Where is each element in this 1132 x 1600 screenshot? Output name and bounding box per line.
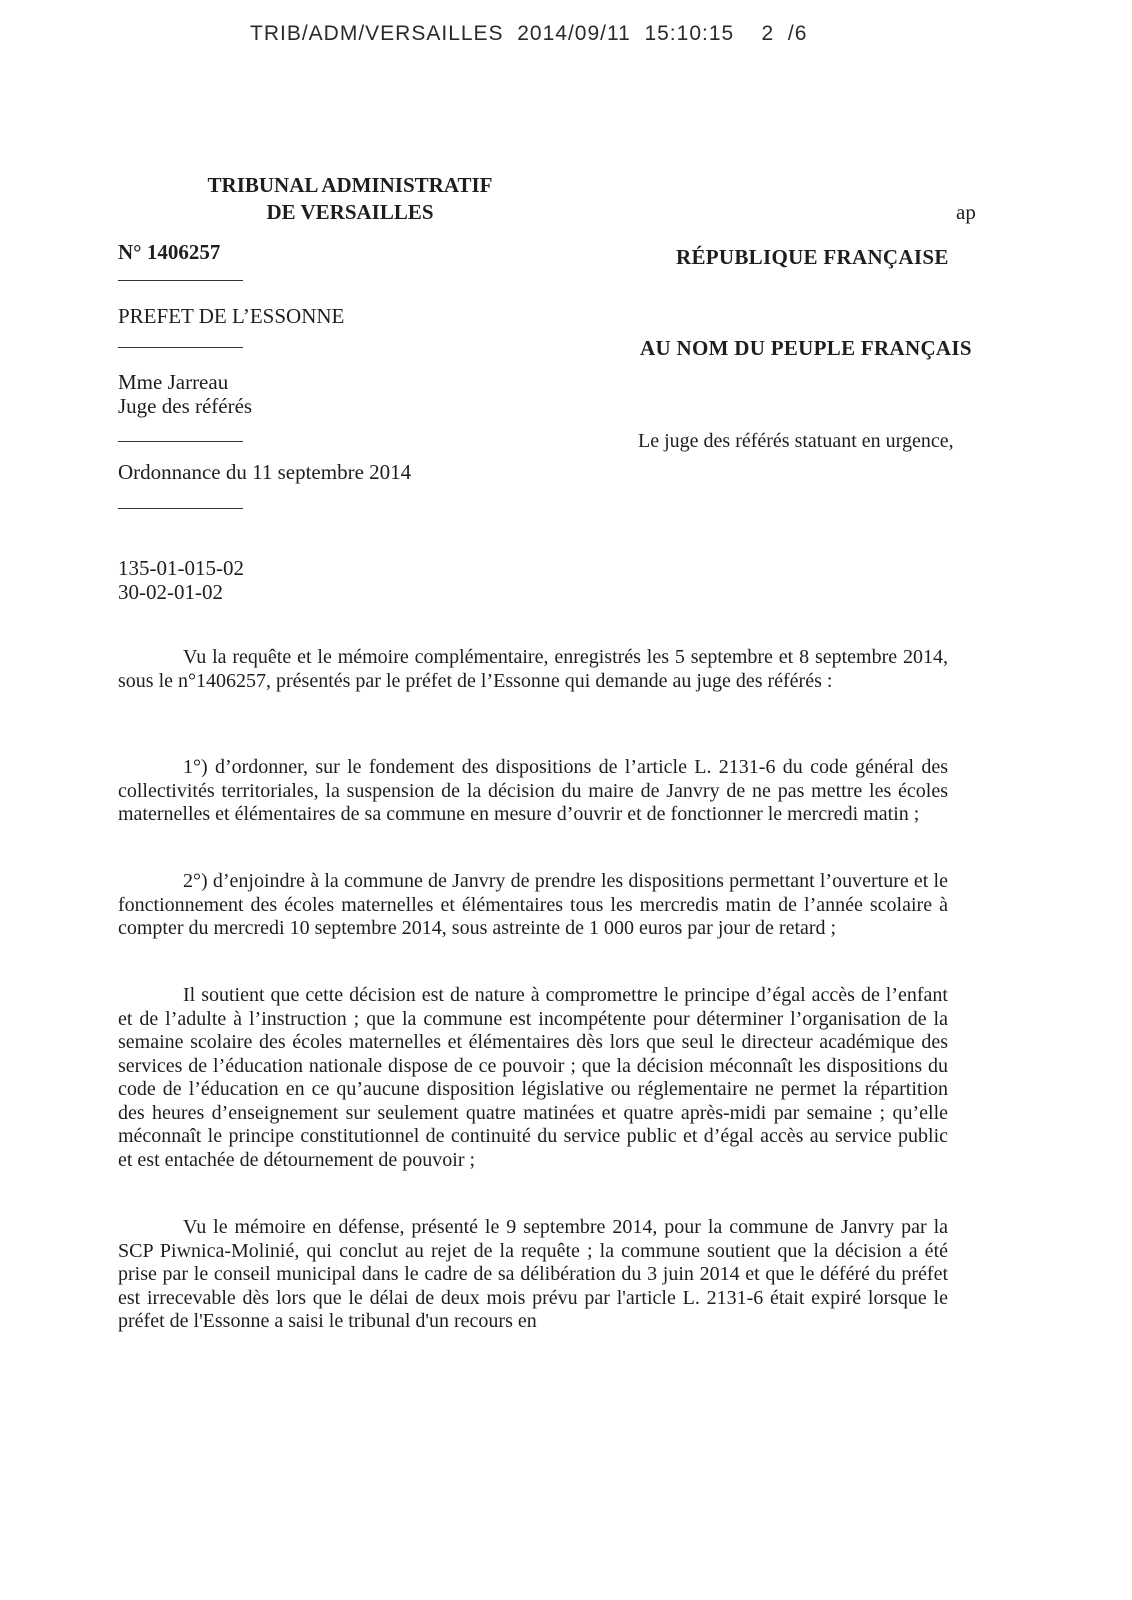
clerk-initials: ap (956, 200, 976, 224)
classification-codes (118, 556, 244, 604)
paragraph-arguments (118, 984, 948, 1172)
separator-rule (118, 280, 243, 281)
paragraph-defense (118, 1216, 948, 1334)
court-name (175, 172, 525, 226)
judge-name: Mme Jarreau (118, 370, 229, 394)
separator-rule (118, 441, 243, 442)
paragraph-text: 1°) d’ordonner, sur le fondement des dispositions de l’article L. 2131-6 du code général des collectivités territoriales, la suspension de la décision du maire de Janvry de ne pas mettre les écoles maternelles et élémentaires de sa commune en mesure d’ouvrir et de fonctionner le mercredi matin ; (118, 756, 948, 825)
paragraph-text: Vu la requête et le mémoire complémentaire, enregistrés les 5 septembre et 8 septembre 2014, sous le n°1406257, présentés par le préfet de l’Essonne qui demande au juge des référés : (118, 646, 948, 692)
separator-rule (118, 347, 243, 348)
order-date: Ordonnance du 11 septembre 2014 (118, 460, 412, 484)
court-name-line2: DE VERSAILLES (266, 200, 434, 224)
paragraph-conclusion-2 (118, 870, 948, 941)
classification-code: 135-01-015-02 (118, 556, 244, 580)
paragraph-request (118, 646, 948, 693)
separator-rule (118, 508, 243, 509)
court-name-line1: TRIBUNAL ADMINISTRATIF (207, 173, 493, 197)
paragraph-text: 2°) d’enjoindre à la commune de Janvry de prendre les dispositions permettant l’ouverture et le fonctionnement des écoles maternelles et élémentaires tous les mercredis matin de l’année scolaire à compter du mercredi 10 septembre 2014, sous astreinte de 1 000 euros par jour de retard ; (118, 870, 948, 939)
republic-heading: RÉPUBLIQUE FRANÇAISE (676, 245, 949, 269)
judge-block (118, 370, 252, 418)
party-name: PREFET DE L’ESSONNE (118, 304, 345, 328)
judge-statement: Le juge des référés statuant en urgence, (638, 430, 954, 452)
paragraph-conclusion-1 (118, 756, 948, 827)
fax-header: TRIB/ADM/VERSAILLES 2014/09/11 15:10:15 2 /6 (250, 22, 808, 45)
judge-role: Juge des référés (118, 394, 253, 418)
classification-code: 30-02-01-02 (118, 580, 223, 604)
case-number: N° 1406257 (118, 240, 221, 264)
paragraph-text: Il soutient que cette décision est de nature à compromettre le principe d’égal accès de l’enfant et de l’adulte à l’instruction ; que la commune est incompétente pour déterminer l’organisation de la semaine scolaire des écoles maternelles et élémentaires dès lors que seul le directeur académique des services de l’éducation nationale dispose de ce pouvoir ; que la décision méconnaît les dispositions du code de l’éducation en ce qu’aucune disposition législative ou réglementaire ne permet la répartition des heures d’enseignement sur seulement quatre matinées et quatre après-midi par semaine ; qu’elle méconnaît le principe constitutionnel de continuité du service public et d’égal accès au service public et est entachée de détournement de pouvoir ; (118, 984, 948, 1171)
people-heading: AU NOM DU PEUPLE FRANÇAIS (640, 336, 972, 360)
paragraph-text: Vu le mémoire en défense, présenté le 9 septembre 2014, pour la commune de Janvry par la SCP Piwnica-Molinié, qui conclut au rejet de la requête ; la commune soutient que la décision a été prise par le conseil municipal dans le cadre de sa délibération du 3 juin 2014 et que le déféré du préfet est irrecevable dès lors que le délai de deux mois prévu par l'article L. 2131-6 était expiré lorsque le préfet de l'Essonne a saisi le tribunal d'un recours en (118, 1216, 948, 1332)
